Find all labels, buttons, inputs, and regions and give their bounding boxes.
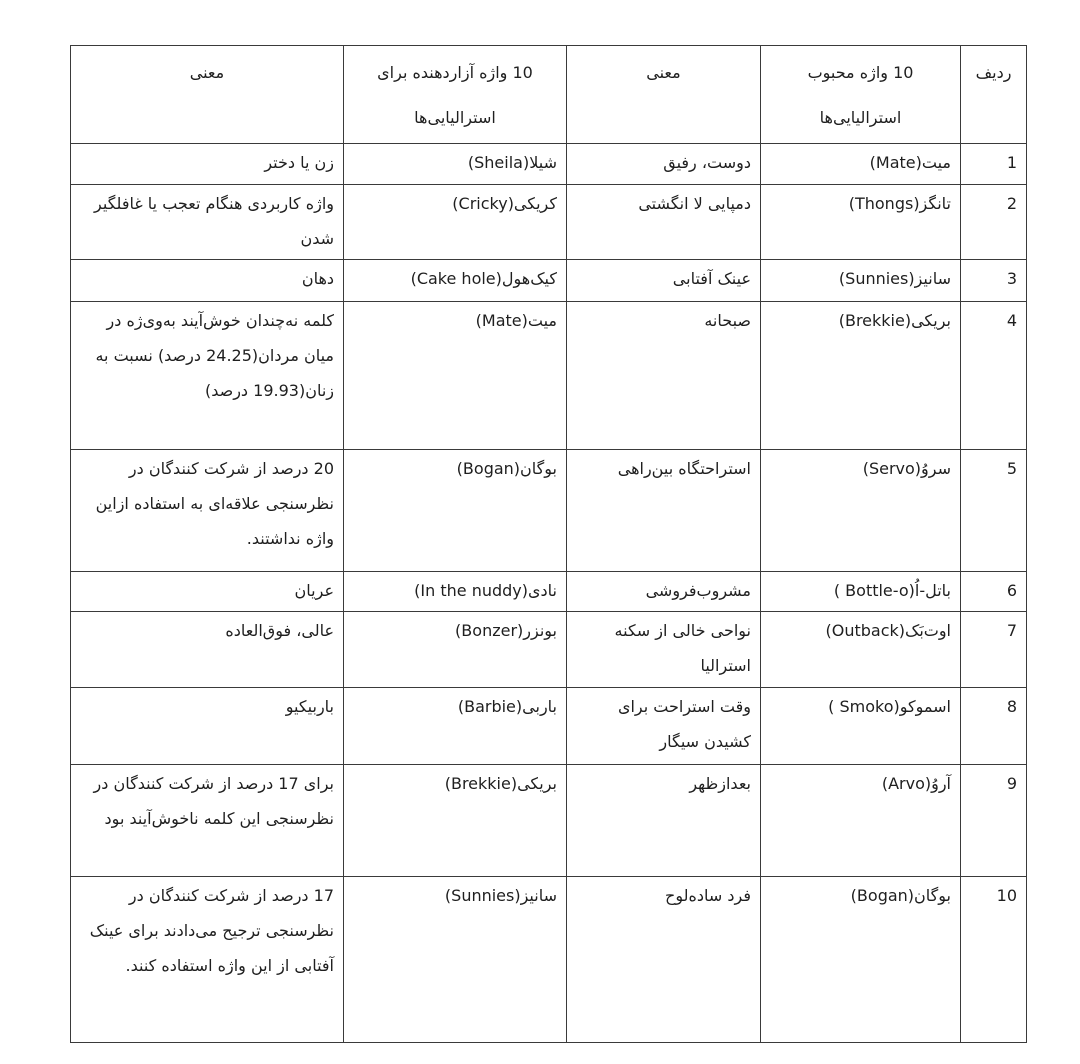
table-row (71, 612, 1027, 688)
cell-meaning-2: باربیکیو (71, 688, 344, 765)
cell-rank: 6 (961, 572, 1027, 612)
cell-annoying-word: بونزر(Bonzer) (344, 612, 567, 688)
cell-annoying-word: بوگان(Bogan) (344, 450, 567, 572)
cell-meaning-1: عینک آفتابی (567, 260, 761, 302)
cell-rank: 3 (961, 260, 1027, 302)
cell-popular-word: اسموکو(Smoko ) (761, 688, 961, 765)
cell-annoying-word: بریکی(Brekkie) (344, 765, 567, 877)
cell-rank: 1 (961, 144, 1027, 185)
cell-meaning-2: برای 17 درصد از شرکت کنندگان در نظرسنجی این کلمه ناخوش‌آیند بود (71, 765, 344, 877)
cell-meaning-2: واژه کاربردی هنگام تعجب یا غافلگیر شدن (71, 185, 344, 260)
cell-popular-word: بوگان(Bogan) (761, 877, 961, 1043)
cell-popular-word: سروُ(Servo) (761, 450, 961, 572)
cell-popular-word: سانیز(Sunnies) (761, 260, 961, 302)
table-row (71, 450, 1027, 572)
cell-meaning-1: دمپایی لا انگشتی (567, 185, 761, 260)
cell-annoying-word: کیک‌هول(Cake hole) (344, 260, 567, 302)
cell-meaning-1: وقت استراحت برای کشیدن سیگار (567, 688, 761, 765)
cell-meaning-2: عالی، فوق‌العاده (71, 612, 344, 688)
cell-meaning-2: 20 درصد از شرکت کنندگان در نظرسنجی علاقه‌ای به استفاده ازاین واژه نداشتند. (71, 450, 344, 572)
cell-popular-word: تانگز(Thongs) (761, 185, 961, 260)
table-row (71, 185, 1027, 260)
table-row (71, 302, 1027, 450)
cell-popular-word: بریکی(Brekkie) (761, 302, 961, 450)
cell-meaning-1: فرد ساده‌لوح (567, 877, 761, 1043)
cell-rank: 7 (961, 612, 1027, 688)
cell-meaning-1: بعدازظهر (567, 765, 761, 877)
cell-meaning-1: استراحتگاه بین‌راهی (567, 450, 761, 572)
header-row (71, 46, 1027, 144)
cell-popular-word: میت(Mate) (761, 144, 961, 185)
cell-meaning-2: دهان (71, 260, 344, 302)
table-row (71, 260, 1027, 302)
cell-meaning-2: زن یا دختر (71, 144, 344, 185)
cell-meaning-1: نواحی خالی از سکنه استرالیا (567, 612, 761, 688)
cell-meaning-1: دوست، رفیق (567, 144, 761, 185)
cell-meaning-1: صبحانه (567, 302, 761, 450)
header-meaning-1: معنی (567, 46, 761, 144)
cell-popular-word: آروُ(Arvo) (761, 765, 961, 877)
header-annoying-words: 10 واژه آزاردهنده برای استرالیایی‌ها (344, 46, 567, 144)
cell-rank: 9 (961, 765, 1027, 877)
table-row (71, 765, 1027, 877)
cell-popular-word: اوت‌بَک(Outback) (761, 612, 961, 688)
table-row (71, 572, 1027, 612)
cell-annoying-word: کریکی(Cricky) (344, 185, 567, 260)
table-row (71, 877, 1027, 1043)
table-header (71, 46, 1027, 144)
australian-words-table (70, 45, 1027, 1043)
cell-rank: 5 (961, 450, 1027, 572)
cell-annoying-word: میت(Mate) (344, 302, 567, 450)
cell-meaning-1: مشروب‌فروشی (567, 572, 761, 612)
header-meaning-2: معنی (71, 46, 344, 144)
table-body (71, 144, 1027, 1043)
cell-rank: 4 (961, 302, 1027, 450)
cell-meaning-2: کلمه نه‌چندان خوش‌آیند به‌وی‌ژه در میان مردان(24.25 درصد) نسبت به زنان(19.93 درصد) (71, 302, 344, 450)
header-rank: ردیف (961, 46, 1027, 144)
cell-annoying-word: نادی(In the nuddy) (344, 572, 567, 612)
table-row (71, 688, 1027, 765)
cell-rank: 10 (961, 877, 1027, 1043)
cell-meaning-2: عریان (71, 572, 344, 612)
cell-annoying-word: سانیز(Sunnies) (344, 877, 567, 1043)
cell-annoying-word: شیلا(Sheila) (344, 144, 567, 185)
cell-rank: 2 (961, 185, 1027, 260)
cell-rank: 8 (961, 688, 1027, 765)
cell-meaning-2: 17 درصد از شرکت کنندگان در نظرسنجی ترجیح می‌دادند برای عینک آفتابی از این واژه استفاده کنند. (71, 877, 344, 1043)
header-popular-words: 10 واژه محبوب استرالیایی‌ها (761, 46, 961, 144)
cell-popular-word: باتل-اُ(Bottle-o ) (761, 572, 961, 612)
cell-annoying-word: باربی(Barbie) (344, 688, 567, 765)
table-row (71, 144, 1027, 185)
